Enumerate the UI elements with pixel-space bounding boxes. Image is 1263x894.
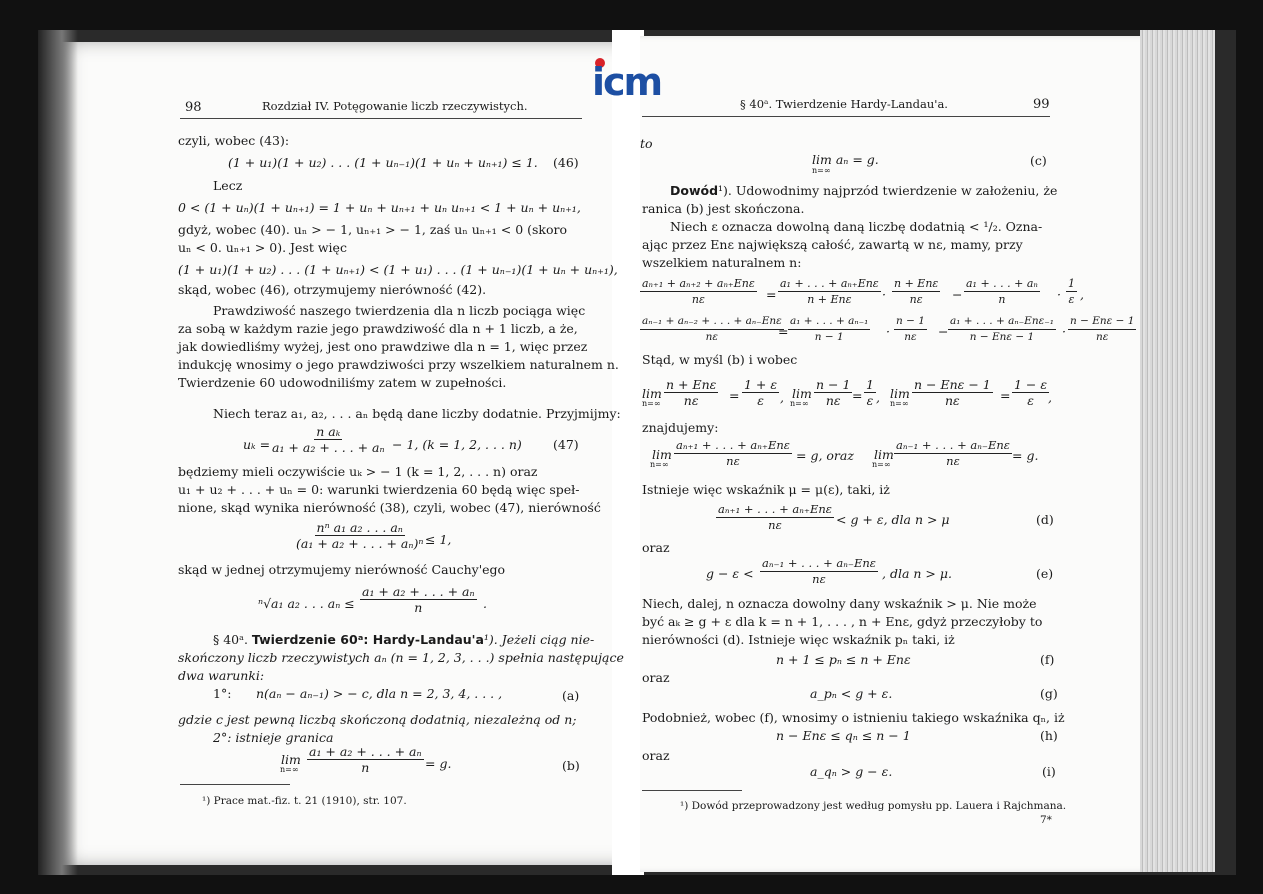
limit-operator: lim [890, 386, 910, 401]
equation-lhs: uₖ = [243, 437, 271, 452]
text-line: uₙ < 0. uₙ₊₁ > 0). Jest więc [178, 240, 347, 255]
fraction [912, 377, 993, 408]
equation-tag: (d) [1036, 512, 1054, 527]
equals-sign: = [852, 388, 863, 403]
equation-lhs: ⁿ√a₁ a₂ . . . aₙ ≤ [258, 596, 355, 611]
fraction [360, 584, 477, 615]
fraction [1068, 314, 1136, 345]
fraction-denominator: ε [1027, 393, 1034, 408]
fraction [272, 424, 385, 455]
equation-i: a_qₙ > g − ε. [810, 764, 893, 779]
equation-tag: (h) [1040, 728, 1058, 743]
fraction-numerator: n − Enε − 1 [1068, 314, 1136, 330]
condition-label: 1°: [213, 686, 232, 701]
icm-logo [590, 58, 670, 104]
fraction-denominator: nε [683, 393, 699, 408]
comma: , [780, 390, 784, 405]
equation-tag: (g) [1040, 686, 1058, 701]
text-line: za sobą w każdym razie jego prawdziwość dla n + 1 liczb, a że, [178, 321, 578, 336]
fraction-denominator: n [361, 760, 370, 775]
text-line: znajdujemy: [642, 420, 719, 435]
fraction [788, 314, 870, 345]
fraction-denominator: nε [825, 393, 841, 408]
equation-46: (1 + u₁)(1 + u₂) . . . (1 + uₙ₋₁)(1 + uₙ + uₙ₊₁) ≤ 1. [228, 155, 538, 170]
fraction-denominator: n [998, 293, 1006, 306]
footnote-rule [180, 784, 290, 785]
fraction [1066, 276, 1077, 307]
fraction-numerator: a₁ + . . . + aₙ₋₁ [788, 314, 870, 330]
text-line: Niech, dalej, n oznacza dowolny dany wskaźnik > μ. Nie może [642, 596, 1037, 611]
text-line: Podobnież, wobec (f), wnosimy o istnieniu takiego wskaźnika qₙ, iż [642, 710, 1065, 725]
dot-operator: · [882, 287, 886, 302]
text-line: to [640, 136, 653, 151]
text-line: Twierdzenie 60 udowodniliśmy zatem w zupełności. [178, 375, 507, 390]
text-line: ranica (b) jest skończona. [642, 201, 805, 216]
comma: , [1048, 390, 1052, 405]
equation-f: n + 1 ≤ pₙ ≤ n + Enε [776, 652, 911, 667]
fraction [1012, 377, 1049, 408]
equation-line: n(aₙ − aₙ₋₁) > − c, dla n = 2, 3, 4, . . . , [256, 686, 503, 701]
fraction-numerator: 1 [1068, 277, 1075, 290]
footnote: ¹) Prace mat.-fiz. t. 21 (1910), str. 107. [202, 795, 407, 807]
proof-heading [670, 183, 1057, 199]
limit-operator: lim [281, 752, 301, 767]
fraction-denominator: nε [904, 331, 917, 343]
equation-rhs: = g. [1012, 448, 1039, 463]
fraction-denominator: nε [726, 454, 740, 468]
equation-rhs: < g + ε, dla n > μ [836, 512, 950, 527]
limit-subscript: n=∞ [650, 460, 669, 469]
text-line: Istnieje więc wskaźnik μ = μ(ε), taki, iż [642, 482, 890, 497]
footnote-rule [642, 790, 742, 791]
fraction [307, 744, 424, 775]
text-line: nione, skąd wynika nierówność (38), czyli, wobec (47), nierówność [178, 500, 601, 515]
fraction [864, 377, 876, 408]
fraction-numerator: a₁ + . . . + aₙ₋Enε₋₁ [948, 314, 1056, 330]
limit-subscript: n=∞ [280, 765, 299, 774]
fraction-denominator: nε [705, 331, 719, 343]
equation-rhs: − 1, (k = 1, 2, . . . n) [392, 437, 522, 452]
text-line: być aₖ ≥ g + ε dla k = n + 1, . . . , n + Enε, gdyż przeczyłoby to [642, 614, 1043, 629]
text-line: oraz [642, 748, 670, 763]
fraction-denominator: nε [909, 293, 923, 306]
left-page-number: 98 [185, 100, 202, 115]
minus-sign: − [952, 287, 963, 302]
text-line: Lecz [213, 178, 243, 193]
dot-operator: · [886, 324, 890, 339]
fraction [894, 438, 1012, 469]
fraction-numerator: a₁ + . . . + aₙ [966, 277, 1038, 290]
fraction-numerator: a₁ + a₂ + . . . + aₙ [309, 744, 422, 759]
limit-operator: lim [652, 447, 672, 462]
text-line: gdzie c jest pewną liczbą skończoną dodatnią, niezależną od n; [178, 712, 577, 727]
fraction-denominator: nε [1096, 331, 1109, 343]
fraction [964, 276, 1040, 307]
text-line: czyli, wobec (43): [178, 133, 290, 148]
fraction-numerator: nⁿ a₁ a₂ . . . aₙ [316, 520, 403, 535]
signature-mark: 7* [1040, 814, 1052, 826]
text-line: 2°: istnieje granica [213, 730, 334, 745]
footnote: ¹) Dowód przeprowadzony jest według pomysłu pp. Lauera i Rajchmana. [680, 800, 1067, 812]
fraction-denominator: n − Enε − 1 [969, 331, 1035, 343]
limit-subscript: n=∞ [872, 460, 891, 469]
section-rest: ¹). Jeżeli ciąg nie- [483, 632, 595, 647]
fraction-numerator: 1 + ε [744, 377, 778, 392]
text-line: będziemy mieli oczywiście uₖ > − 1 (k = 1, 2, . . . n) oraz [178, 464, 538, 479]
text-line: gdyż, wobec (40). uₙ > − 1, uₙ₊₁ > − 1, zaś uₙ uₙ₊₁ < 0 (skoro [178, 222, 568, 237]
fraction [892, 276, 940, 307]
limit-operator: lim [642, 386, 662, 401]
equals-sign: = [778, 324, 789, 339]
fraction-numerator: 1 − ε [1014, 377, 1048, 392]
fraction-numerator: n aₖ [316, 424, 341, 439]
logo-text: icm [592, 60, 662, 104]
fraction-denominator: ε [866, 393, 874, 408]
left-header-rule [180, 118, 582, 119]
fraction [894, 314, 927, 345]
equation-g: a_pₙ < g + ε. [810, 686, 893, 701]
equation-rhs: ≤ 1, [425, 532, 452, 547]
equation-tag: (a) [562, 688, 580, 703]
section-title: Twierdzenie 60ᵃ: Hardy-Landau'a [251, 632, 484, 647]
fraction-numerator: aₙ₊₁ + aₙ₊₂ + aₙ₊Enε [642, 277, 755, 290]
fraction [742, 377, 779, 408]
equation-rhs: . [483, 596, 487, 611]
fraction-numerator: 1 [866, 377, 874, 392]
fraction-numerator: n − 1 [816, 377, 851, 392]
equation-rhs: = g, oraz [796, 448, 854, 463]
minus-sign: − [938, 324, 949, 339]
fraction [664, 377, 718, 408]
limit-operator: lim [792, 386, 812, 401]
equation-lhs: g − ε < [706, 566, 754, 581]
equation-tag: (f) [1040, 652, 1055, 667]
dot-operator: · [1062, 324, 1066, 339]
text-line: Niech teraz a₁, a₂, . . . aₙ będą dane liczby dodatnie. Przyjmijmy: [213, 406, 621, 421]
section-number: § 40ᵃ. [213, 632, 248, 647]
text-line: oraz [642, 670, 670, 685]
text-line: ając przez Enε największą całość, zawartą w nε, mamy, przy [642, 237, 1023, 252]
limit-operator: lim [874, 447, 894, 462]
equation-tag: (i) [1042, 764, 1056, 779]
fraction-denominator: n − 1 [814, 331, 844, 343]
equation-h: n − Enε ≤ qₙ ≤ n − 1 [776, 728, 911, 743]
fraction-numerator: a₁ + . . . + aₙ₊Enε [780, 277, 879, 290]
limit-subscript: n=∞ [890, 399, 909, 408]
equation-tag: (e) [1036, 566, 1054, 581]
text-line: u₁ + u₂ + . . . + uₙ = 0: warunki twierdzenia 60 będą więc speł- [178, 482, 580, 497]
fraction [674, 438, 792, 469]
limit-subscript: n=∞ [790, 399, 809, 408]
equation-tag: (46) [553, 155, 579, 170]
right-header-rule [642, 116, 1050, 117]
right-running-header: § 40ᵃ. Twierdzenie Hardy-Landau'a. [740, 97, 948, 111]
fraction-numerator: n + Enε [894, 277, 939, 290]
text-line: dwa warunki: [178, 668, 265, 683]
comma: , [876, 390, 880, 405]
left-running-header: Rozdział IV. Potęgowanie liczb rzeczywistych. [262, 99, 528, 113]
fraction-numerator: aₙ₊₁ + . . . + aₙ₊Enε [676, 438, 790, 452]
fraction-denominator: n [414, 600, 423, 615]
proof-label: Dowód [670, 183, 719, 198]
binding-shadow [38, 30, 78, 875]
fraction [640, 314, 784, 345]
fraction-numerator: a₁ + a₂ + . . . + aₙ [362, 584, 475, 599]
fraction-denominator: ε [1068, 293, 1075, 306]
text-line: skąd, wobec (46), otrzymujemy nierówność (42). [178, 282, 487, 297]
fraction-denominator: nε [768, 518, 782, 532]
text-line: skąd w jednej otrzymujemy nierówność Cauchy'ego [178, 562, 506, 577]
fraction-numerator: n − 1 [894, 314, 927, 330]
text-line: Niech ε oznacza dowolną daną liczbę dodatnią < ¹/₂. Ozna- [670, 219, 1043, 234]
text-line: nierówności (d). Istnieje więc wskaźnik pₙ taki, iż [642, 632, 955, 647]
fraction-denominator: nε [946, 454, 960, 468]
fraction [778, 276, 881, 307]
comma: , [1080, 287, 1084, 302]
equation-tag: (b) [562, 758, 580, 773]
equals-sign: = [729, 388, 740, 403]
fraction-denominator: n + Enε [807, 293, 852, 306]
fraction [948, 314, 1056, 345]
text-line: indukcję wnosimy o jego prawdziwości przy wszelkiem naturalnem n. [178, 357, 619, 372]
equation-rhs: , dla n > μ. [882, 566, 952, 581]
fraction-denominator: nε [944, 393, 960, 408]
text-line: Stąd, w myśl (b) i wobec [642, 352, 798, 367]
fraction-numerator: aₙ₋₁ + . . . + aₙ₋Enε [762, 556, 876, 570]
text-line: skończony liczb rzeczywistych aₙ (n = 1, 2, 3, . . .) spełnia następujące [178, 650, 624, 665]
fraction-denominator: (a₁ + a₂ + . . . + aₙ)ⁿ [296, 536, 424, 551]
fraction [640, 276, 757, 307]
fraction-numerator: n + Enε [666, 377, 717, 392]
fraction-numerator: aₙ₋₁ + aₙ₋₂ + . . . + aₙ₋Enε [640, 314, 784, 330]
fraction [814, 377, 852, 408]
fraction-numerator: aₙ₊₁ + . . . + aₙ₊Enε [718, 502, 832, 516]
right-page-number: 99 [1033, 97, 1050, 112]
text-line: Prawdziwość naszego twierdzenia dla n liczb pociąga więc [213, 303, 586, 318]
equation-c: lim aₙ = g. [812, 152, 879, 167]
equation-tag: (c) [1030, 153, 1047, 168]
fraction-denominator: nε [812, 572, 826, 586]
equals-sign: = [766, 287, 777, 302]
fraction-numerator: n − Enε − 1 [914, 377, 991, 392]
fraction [296, 520, 423, 551]
limit-subscript: n=∞ [642, 399, 661, 408]
text-line: jak dowiedliśmy wyżej, jest ono prawdziwe dla n = 1, więc przez [178, 339, 588, 354]
fraction-denominator: ε [757, 393, 764, 408]
fraction [760, 556, 878, 587]
text-line: oraz [642, 540, 670, 555]
equation-line: 0 < (1 + uₙ)(1 + uₙ₊₁) = 1 + uₙ + uₙ₊₁ + uₙ uₙ₊₁ < 1 + uₙ + uₙ₊₁, [178, 200, 581, 215]
page-edges [1140, 30, 1215, 872]
equation-tag: (47) [553, 437, 579, 452]
limit-subscript: n=∞ [812, 166, 831, 175]
proof-text: ¹). Udowodnimy najprzód twierdzenie w założeniu, że [718, 183, 1058, 198]
text-line: wszelkiem naturalnem n: [642, 255, 802, 270]
equation-rhs: = g. [425, 756, 452, 771]
fraction-numerator: aₙ₋₁ + . . . + aₙ₋Enε [896, 438, 1010, 452]
dot-operator: · [1057, 287, 1061, 302]
equals-sign: = [1000, 388, 1011, 403]
equation-line: (1 + u₁)(1 + u₂) . . . (1 + uₙ₊₁) < (1 + u₁) . . . (1 + uₙ₋₁)(1 + uₙ + uₙ₊₁), [178, 262, 618, 277]
fraction [716, 502, 834, 533]
fraction-denominator: nε [691, 293, 705, 306]
fraction-denominator: a₁ + a₂ + . . . + aₙ [272, 440, 385, 455]
section-heading [213, 632, 594, 648]
